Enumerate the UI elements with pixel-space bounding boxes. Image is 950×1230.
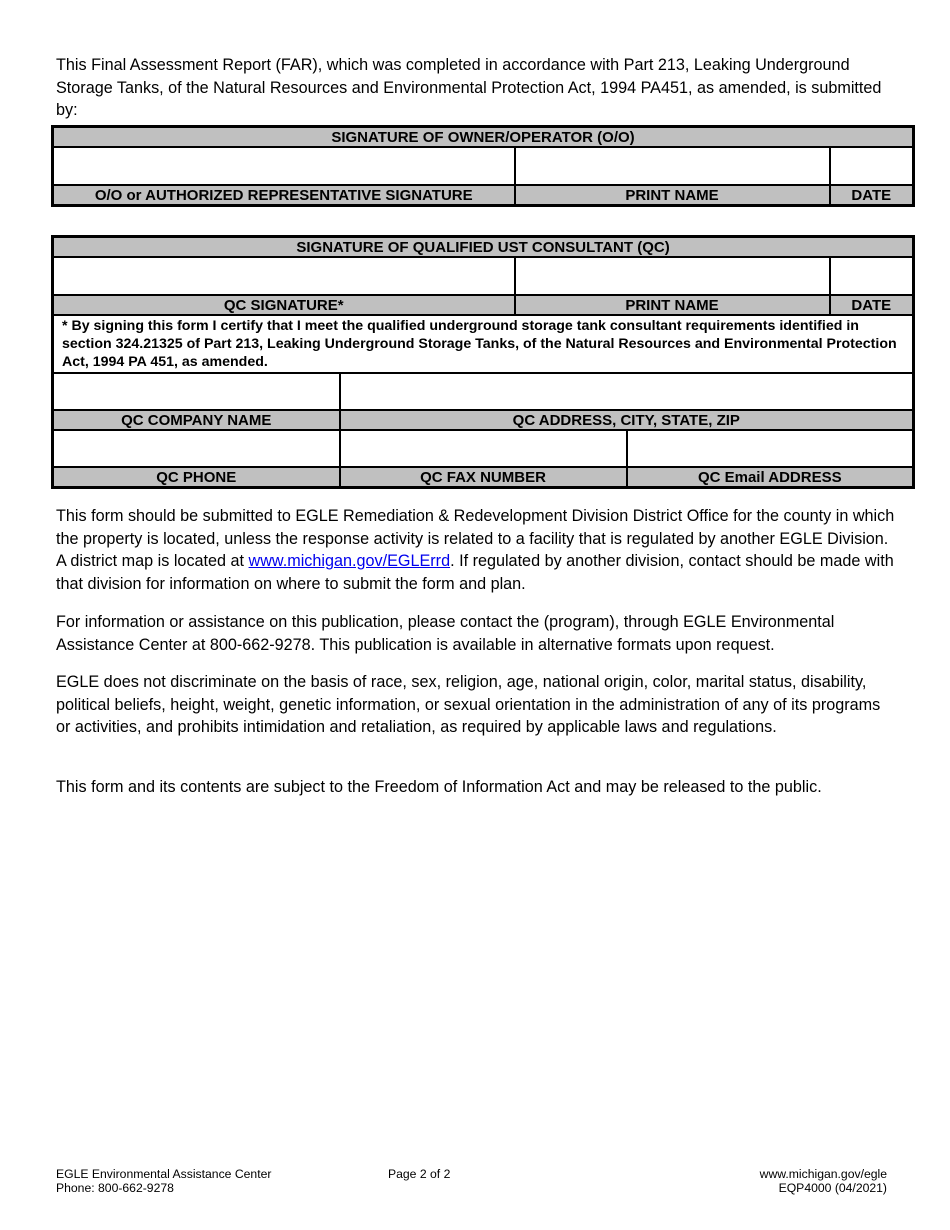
qc-fax-field[interactable] (340, 430, 627, 467)
intro-text: This Final Assessment Report (FAR), which was completed in accordance with Part 213, Leaking Underground Storage Tanks, of the Natural Resources and Environmental Protection Act, 1994 PA451, as amended, is submitted by: (56, 56, 882, 119)
footer-form-id: EQP4000 (04/2021) (778, 1181, 887, 1195)
owner-date-field[interactable] (830, 147, 914, 185)
qc-address-label: QC ADDRESS, CITY, STATE, ZIP (340, 410, 914, 430)
qc-certification-statement: * By signing this form I certify that I meet the qualified underground storage tank consultant requirements identified in section 324.21325 of Part 213, Leaking Underground Storage Tanks, of the Natural Resources and Environmental Protection Act, 1994 PA 451, as amended. (53, 315, 914, 373)
footer-website: www.michigan.gov/egle (759, 1167, 887, 1181)
qc-print-name-field[interactable] (515, 257, 830, 295)
qc-signature-label: QC SIGNATURE* (53, 295, 515, 315)
qc-phone-field[interactable] (53, 430, 340, 467)
submission-instructions (56, 505, 896, 595)
qc-date-label: DATE (830, 295, 914, 315)
submission-text-before-link: This form should be submitted to EGLE Remediation & Redevelopment Division District Office for the county in which the property is located, unless the response activity is related to a facility that is regulated by another EGLE Division. A district map is located at (56, 507, 895, 570)
footer-org: EGLE Environmental Assistance Center (56, 1167, 272, 1181)
qc-print-name-label: PRINT NAME (515, 295, 830, 315)
owner-print-name-field[interactable] (515, 147, 830, 185)
footer-right (760, 1167, 887, 1195)
assistance-paragraph: For information or assistance on this publication, please contact the (program), through EGLE Environmental Assistance Center at 800-662-9278. This publication is available in alternative formats upon request. (56, 613, 835, 654)
qc-email-label: QC Email ADDRESS (627, 467, 914, 488)
qc-address-field[interactable] (340, 373, 914, 410)
qc-fax-label: QC FAX NUMBER (340, 467, 627, 488)
footer-page-number: Page 2 of 2 (388, 1167, 451, 1181)
submission-text-after-link: . If regulated by another division, contact should be made with that division for information on where to submit the form and plan. (56, 552, 894, 593)
owner-section-title: SIGNATURE OF OWNER/OPERATOR (O/O) (53, 127, 914, 148)
owner-date-label: DATE (830, 185, 914, 206)
footer-contact (56, 1167, 271, 1195)
qc-email-field[interactable] (627, 430, 914, 467)
owner-signature-label: O/O or AUTHORIZED REPRESENTATIVE SIGNATURE (53, 185, 515, 206)
qc-signature-table (51, 235, 915, 489)
qc-phone-label: QC PHONE (53, 467, 340, 488)
nondiscrimination-paragraph: EGLE does not discriminate on the basis of race, sex, religion, age, national origin, color, marital status, disability, political beliefs, height, weight, genetic information, or sexual orientation in the administration of any of its programs or activities, and prohibits intimidation and retaliation, as required by applicable laws and regulations. (56, 673, 881, 736)
qc-section-title: SIGNATURE OF QUALIFIED UST CONSULTANT (QC) (53, 237, 914, 258)
qc-signature-field[interactable] (53, 257, 515, 295)
owner-signature-field[interactable] (53, 147, 515, 185)
owner-operator-signature-table (51, 125, 915, 207)
qc-company-field[interactable] (53, 373, 340, 410)
footer-phone: Phone: 800-662-9278 (56, 1181, 174, 1195)
qc-date-field[interactable] (830, 257, 914, 295)
egle-rrd-district-map-link[interactable]: www.michigan.gov/EGLErrd (248, 552, 451, 570)
foia-paragraph: This form and its contents are subject to the Freedom of Information Act and may be released to the public. (56, 778, 822, 796)
qc-company-label: QC COMPANY NAME (53, 410, 340, 430)
owner-print-name-label: PRINT NAME (515, 185, 830, 206)
